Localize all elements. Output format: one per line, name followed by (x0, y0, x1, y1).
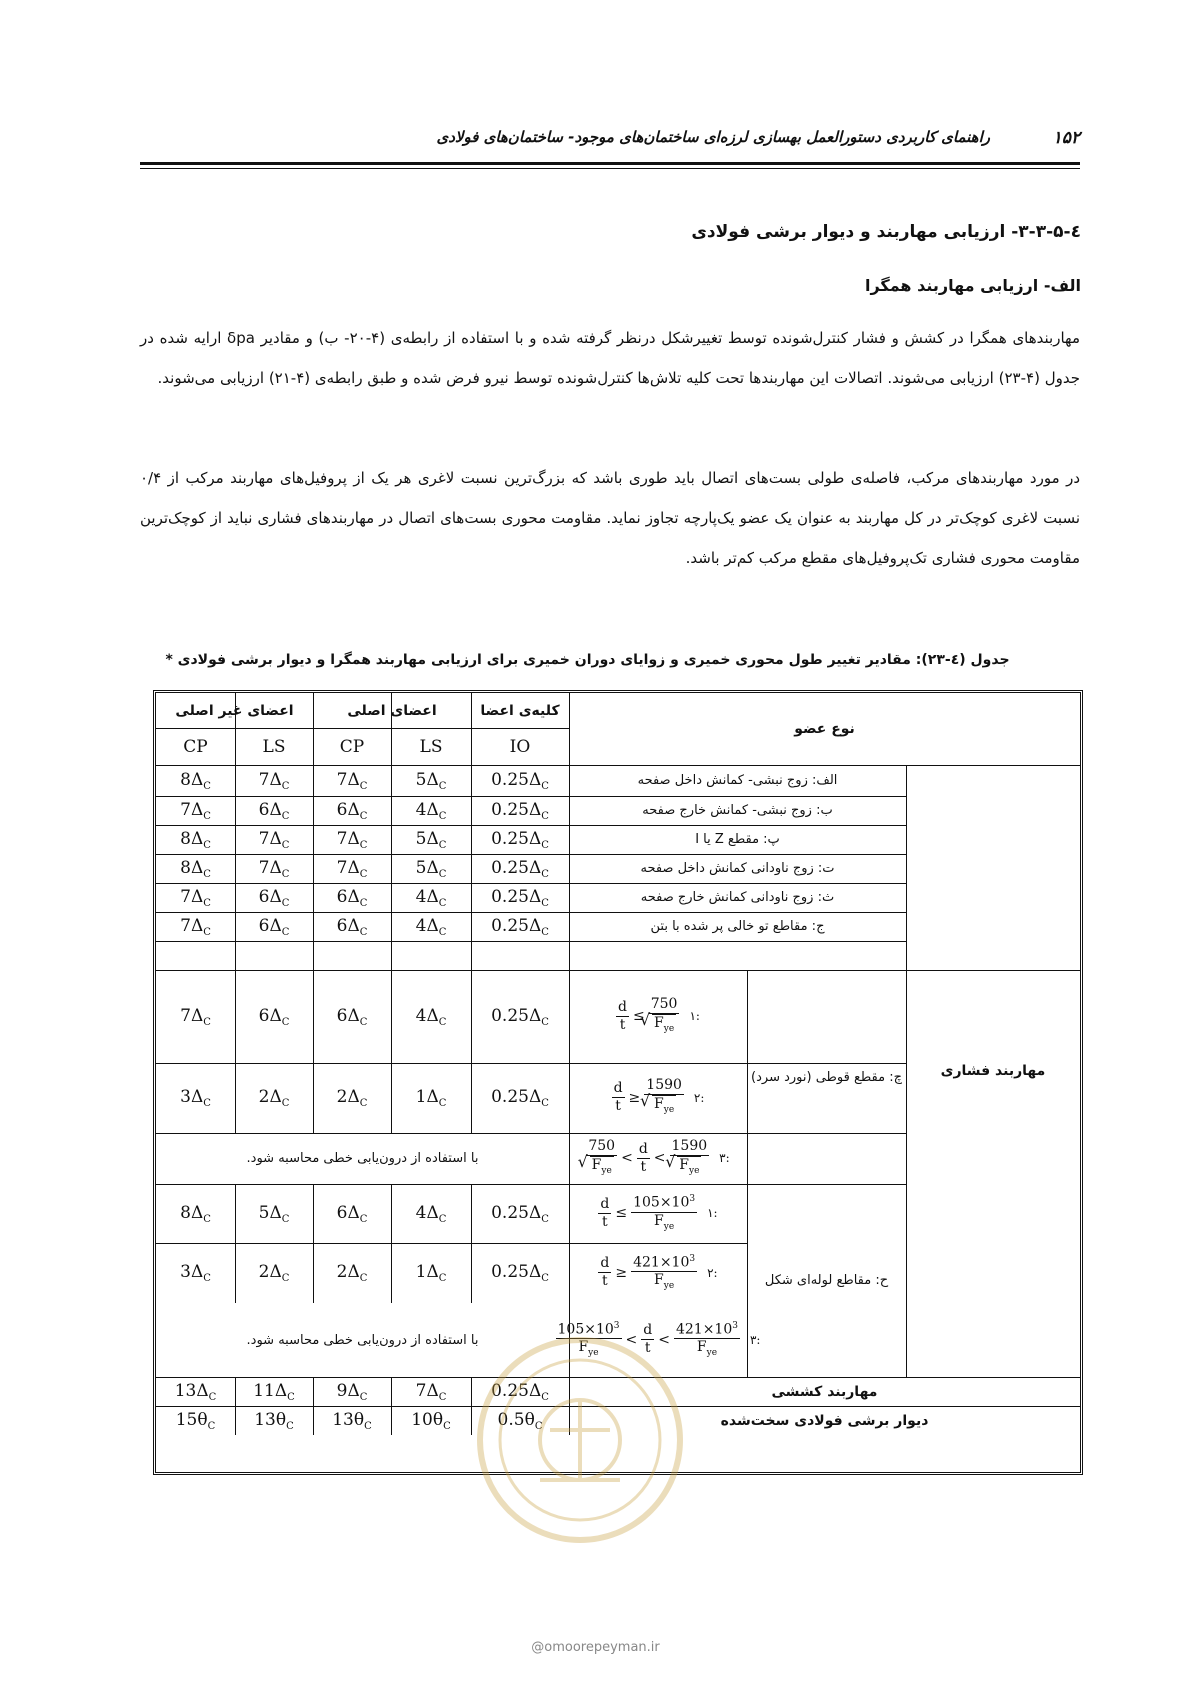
value-cell (471, 854, 569, 883)
plastic-value: $2\Delta_C$ (336, 1087, 368, 1109)
value-cell (156, 765, 235, 796)
plastic-value: $3\Delta_C$ (180, 1262, 211, 1284)
value-cell (391, 854, 471, 883)
header-primary-cp-text: CP (339, 736, 365, 757)
running-title: راهنمای کاربردی دستورالعمل بهسازی لرزه‌ای ساختمان‌های موجود- ساختمان‌های فولادی (436, 128, 990, 146)
value-cell (235, 765, 313, 796)
condition-number: ۱: (707, 1206, 718, 1221)
value-cell (313, 1243, 391, 1303)
paragraph-1: مهاربندهای همگرا در کشش و فشار کنترل‌شونده توسط تغییرشکل درنظر گرفته شده و با استفاده از رابطه‌ی (۴-۲۰- ب) و مقادیر δpa ارایه شده در جدول (۴-۲۳) ارزیابی می‌شوند. اتصالات این مهاربندها تحت کلیه تلاش‌ها کنترل‌شونده توسط نیرو فرض شده و طبق رابطه‌ی (۴-۲۱) ارزیابی می‌شوند. (140, 329, 1080, 387)
header-secondary-cp (156, 728, 235, 765)
publisher-stamp-watermark (470, 1330, 690, 1550)
value-cell (156, 1063, 235, 1133)
value-cell (235, 1406, 313, 1435)
value-cell (471, 1184, 569, 1243)
value-cell (235, 796, 313, 825)
plastic-value: $4\Delta_C$ (415, 915, 447, 938)
condition-number: ۲: (707, 1265, 718, 1280)
box-section-label-text: چ: مقطع قوطی (نورد سرد) (751, 1069, 902, 1085)
plastic-value: $0.25\Delta_C$ (491, 828, 549, 851)
formula-cell (569, 1133, 747, 1184)
member-label-text: ت: زوج ناودانی کمانش داخل صفحه (640, 861, 835, 876)
formula-cell (569, 1184, 747, 1243)
plastic-value: $13\Delta_C$ (174, 1380, 217, 1403)
interp-note-text: با استفاده از درون‌یابی خطی محاسبه شود. (246, 1332, 479, 1348)
header-member-type (569, 693, 1080, 765)
plastic-value: $4\Delta_C$ (415, 1202, 447, 1225)
plastic-value: $1\Delta_C$ (415, 1262, 447, 1284)
value-cell (471, 1243, 569, 1303)
page-header (140, 118, 1080, 158)
plastic-value: $0.5\theta_C$ (497, 1409, 543, 1432)
value-cell (235, 854, 313, 883)
value-cell (391, 765, 471, 796)
formula-cell (569, 1243, 747, 1303)
header-rule-thin (140, 168, 1080, 169)
interp-note (156, 1133, 569, 1184)
plastic-value: $6\Delta_C$ (336, 886, 368, 909)
value-cell (156, 825, 235, 854)
page-number: ۱۵۲ (1052, 128, 1080, 148)
slenderness-condition: $\frac{d}{t}$ ≤ 750 √ $F_{ye}$ ۱: (616, 996, 700, 1038)
formula-cell (569, 1063, 747, 1133)
group-compression-brace-text: مهاربند فشاری (940, 1063, 1046, 1079)
plastic-value: $0.25\Delta_C$ (491, 1380, 549, 1403)
member-label (569, 765, 906, 796)
slenderness-condition: $\frac{d}{t}$ ≥ 1590 √ $F_{ye}$ ۲: (612, 1077, 705, 1119)
value-cell (313, 1063, 391, 1133)
header-primary-ls (391, 728, 471, 765)
member-label (569, 825, 906, 854)
plastic-value: $6\Delta_C$ (336, 915, 368, 938)
formula-cell (569, 970, 747, 1063)
plastic-value: $0.25\Delta_C$ (491, 1202, 549, 1225)
plastic-value: $7\Delta_C$ (336, 769, 368, 792)
tension-brace-label-text: مهاربند کششی (771, 1383, 878, 1400)
member-label-text: ج: مقاطع تو خالی پر شده با بتن (650, 919, 825, 934)
plastic-value: $3\Delta_C$ (180, 1087, 211, 1109)
plastic-value: $7\Delta_C$ (336, 828, 368, 851)
header-rule-thick (140, 162, 1080, 165)
value-cell (156, 1377, 235, 1406)
value-cell (235, 825, 313, 854)
plastic-value: $8\Delta_C$ (180, 828, 211, 851)
plastic-value: $6\Delta_C$ (258, 799, 290, 822)
value-cell (471, 825, 569, 854)
table-rule (156, 941, 906, 942)
value-cell (156, 970, 235, 1063)
value-cell (391, 1243, 471, 1303)
value-cell (156, 1243, 235, 1303)
value-cell (235, 1243, 313, 1303)
value-cell (471, 970, 569, 1063)
subsection-heading: الف- ارزیابی مهاربند همگرا (864, 276, 1081, 295)
value-cell (313, 1184, 391, 1243)
slenderness-condition: $\frac{105\times 10^3}{F_{ye}}$ < $\frac{d}{t}$ < $\frac{421\times 10^3}{F_{ye}}$ ۳: (556, 1318, 761, 1362)
value-cell (313, 796, 391, 825)
plastic-value: $7\Delta_C$ (180, 799, 211, 822)
value-cell (313, 912, 391, 941)
value-cell (391, 970, 471, 1063)
header-primary (313, 693, 471, 728)
value-cell (313, 883, 391, 912)
value-cell (235, 883, 313, 912)
plastic-value: $4\Delta_C$ (415, 886, 447, 909)
plastic-value: $0.25\Delta_C$ (491, 799, 549, 822)
pipe-section-label (747, 1184, 906, 1377)
plastic-value: $6\Delta_C$ (258, 1005, 290, 1028)
plastic-value: $0.25\Delta_C$ (491, 1087, 549, 1109)
member-label-text: الف: زوج نبشی- کمانش داخل صفحه (637, 773, 838, 788)
plastic-value: $0.25\Delta_C$ (491, 1262, 549, 1284)
plastic-value: $2\Delta_C$ (336, 1262, 368, 1284)
value-cell (235, 1184, 313, 1243)
value-cell (235, 970, 313, 1063)
plastic-value: $13\theta_C$ (254, 1409, 294, 1432)
plastic-value: $5\Delta_C$ (415, 769, 447, 792)
plastic-value: $6\Delta_C$ (336, 1202, 368, 1225)
plastic-value: $0.25\Delta_C$ (491, 915, 549, 938)
header-all-members (471, 693, 569, 728)
member-label-text: پ: مقطع Z یا I (695, 832, 780, 847)
header-all-members-text: کلیه‌ی اعضا (480, 702, 560, 719)
value-cell (156, 796, 235, 825)
plastic-value: $15\theta_C$ (175, 1409, 216, 1432)
value-cell (471, 1063, 569, 1133)
plastic-value: $8\Delta_C$ (180, 769, 211, 792)
plastic-value: $7\Delta_C$ (180, 915, 211, 938)
value-cell (313, 970, 391, 1063)
value-cell (235, 1063, 313, 1133)
header-io-text: IO (509, 736, 531, 757)
value-cell (313, 854, 391, 883)
value-cell (156, 854, 235, 883)
plastic-value: $7\Delta_C$ (258, 769, 290, 792)
value-cell (156, 1184, 235, 1243)
plastic-value: $7\Delta_C$ (180, 1005, 211, 1028)
plastic-value: $4\Delta_C$ (415, 1005, 447, 1028)
condition-number: ۱: (689, 1009, 700, 1024)
interp-note-text: با استفاده از درون‌یابی خطی محاسبه شود. (246, 1151, 479, 1166)
plastic-value: $6\Delta_C$ (258, 886, 290, 909)
value-cell (391, 1377, 471, 1406)
member-label (569, 796, 906, 825)
value-cell (471, 796, 569, 825)
plastic-value: $6\Delta_C$ (258, 915, 290, 938)
table-caption: جدول (٤-٢٣): مقادیر تغییر طول محوری خمیری و زوایای دوران خمیری برای ارزیابی مهاربند همگرا و دیوار برشی فولادی * (165, 652, 1010, 668)
value-cell (391, 825, 471, 854)
plastic-value: $1\Delta_C$ (415, 1087, 447, 1109)
plastic-value: $13\theta_C$ (332, 1409, 372, 1432)
plastic-value: $8\Delta_C$ (180, 1202, 211, 1225)
plastic-value: $7\Delta_C$ (336, 857, 368, 880)
plastic-value: $4\Delta_C$ (415, 799, 447, 822)
footer-watermark: @omoorepeyman.ir (531, 1640, 660, 1655)
value-cell (391, 1406, 471, 1435)
value-cell (313, 765, 391, 796)
value-cell (471, 883, 569, 912)
header-secondary-cp-text: CP (183, 736, 208, 757)
value-cell (156, 912, 235, 941)
value-cell (391, 883, 471, 912)
plastic-value: $5\Delta_C$ (415, 857, 447, 880)
header-secondary-text: اعضای غیر اصلی (175, 702, 294, 719)
slenderness-condition: $\frac{d}{t}$ ≥ $\frac{421\times 10^3}{F_{ye}}$ ۲: (598, 1251, 717, 1295)
pipe-section-label-text: ح: مقاطع لوله‌ای شکل (764, 1273, 889, 1288)
member-label-text: ب: زوج نبشی- کمانش خارج صفحه (642, 803, 833, 818)
condition-number: ۲: (693, 1090, 705, 1105)
plastic-value: $7\Delta_C$ (258, 828, 290, 851)
value-cell (313, 825, 391, 854)
plastic-value: $8\Delta_C$ (180, 857, 211, 880)
plastic-value: $0.25\Delta_C$ (491, 769, 549, 792)
plastic-value: $6\Delta_C$ (336, 799, 368, 822)
plastic-value: $7\Delta_C$ (258, 857, 290, 880)
value-cell (235, 1377, 313, 1406)
plastic-value: $0.25\Delta_C$ (491, 857, 549, 880)
value-cell (156, 883, 235, 912)
header-primary-ls-text: LS (419, 736, 443, 757)
condition-number: ۳: (749, 1332, 761, 1347)
member-label-text: ث: زوج ناودانی کمانش خارج صفحه (640, 890, 835, 905)
header-secondary-ls (235, 728, 313, 765)
plastic-value: $7\Delta_C$ (180, 886, 211, 909)
paragraph-2: در مورد مهاربندهای مرکب، فاصله‌ی طولی بست‌های اتصال باید طوری باشد که بزرگ‌ترین نسبت لاغری هر یک از پروفیل‌های مهاربند مرکب از ۰/۴ نسبت لاغری کوچک‌تر در کل مهاربند به عنوان یک عضو یک‌پارچه تجاوز نماید. مقاومت محوری بست‌های اتصال در مهاربندهای فشاری نباید از کوچک‌ترین مقاومت محوری فشاری تک‌پروفیل‌های مقطع مرکب کم‌تر باشد. (140, 469, 1080, 567)
box-section-label (747, 970, 906, 1184)
group-compression-brace (906, 765, 1080, 1377)
value-cell (391, 796, 471, 825)
value-cell (391, 1184, 471, 1243)
plastic-value: $2\Delta_C$ (258, 1262, 290, 1284)
value-cell (313, 1406, 391, 1435)
section-heading: ٤-۳-۳-۵- ارزیابی مهاربند و دیوار برشی فولادی (691, 222, 1081, 242)
plastic-value: $2\Delta_C$ (258, 1087, 290, 1109)
header-io (471, 728, 569, 765)
plastic-value: $9\Delta_C$ (336, 1380, 368, 1403)
value-cell (391, 912, 471, 941)
header-member-type-text: نوع عضو (794, 721, 855, 737)
plastic-value: $5\Delta_C$ (415, 828, 447, 851)
condition-number: ۳: (719, 1151, 730, 1166)
member-label (569, 854, 906, 883)
plastic-value: $0.25\Delta_C$ (491, 886, 549, 909)
value-cell (313, 1377, 391, 1406)
value-cell (471, 765, 569, 796)
header-secondary-ls-text: LS (262, 736, 286, 757)
value-cell (156, 1406, 235, 1435)
slenderness-condition: $\frac{d}{t}$ ≤ $\frac{105\times 10^3}{F_{ye}}$ ۱: (598, 1191, 717, 1235)
member-label (569, 912, 906, 941)
header-primary-text: اعضای اصلی (347, 702, 437, 719)
slenderness-condition: 750 √ $F_{ye}$ < $\frac{d}{t}$ < 1590 √ $F_{ye}$ ۳: (586, 1138, 729, 1180)
plastic-value: $6\Delta_C$ (336, 1005, 368, 1028)
value-cell (391, 1063, 471, 1133)
plastic-value: $0.25\Delta_C$ (491, 1005, 549, 1028)
member-label (569, 883, 906, 912)
value-cell (471, 912, 569, 941)
shear-wall-label-text: دیوار برشی فولادی سخت‌شده (720, 1412, 929, 1429)
plastic-value: $11\Delta_C$ (253, 1380, 295, 1403)
plastic-value: $5\Delta_C$ (258, 1202, 290, 1225)
plastic-value: $7\Delta_C$ (415, 1380, 447, 1403)
header-primary-cp (313, 728, 391, 765)
value-cell (235, 912, 313, 941)
header-secondary (156, 693, 313, 728)
plastic-value: $10\theta_C$ (411, 1409, 451, 1432)
